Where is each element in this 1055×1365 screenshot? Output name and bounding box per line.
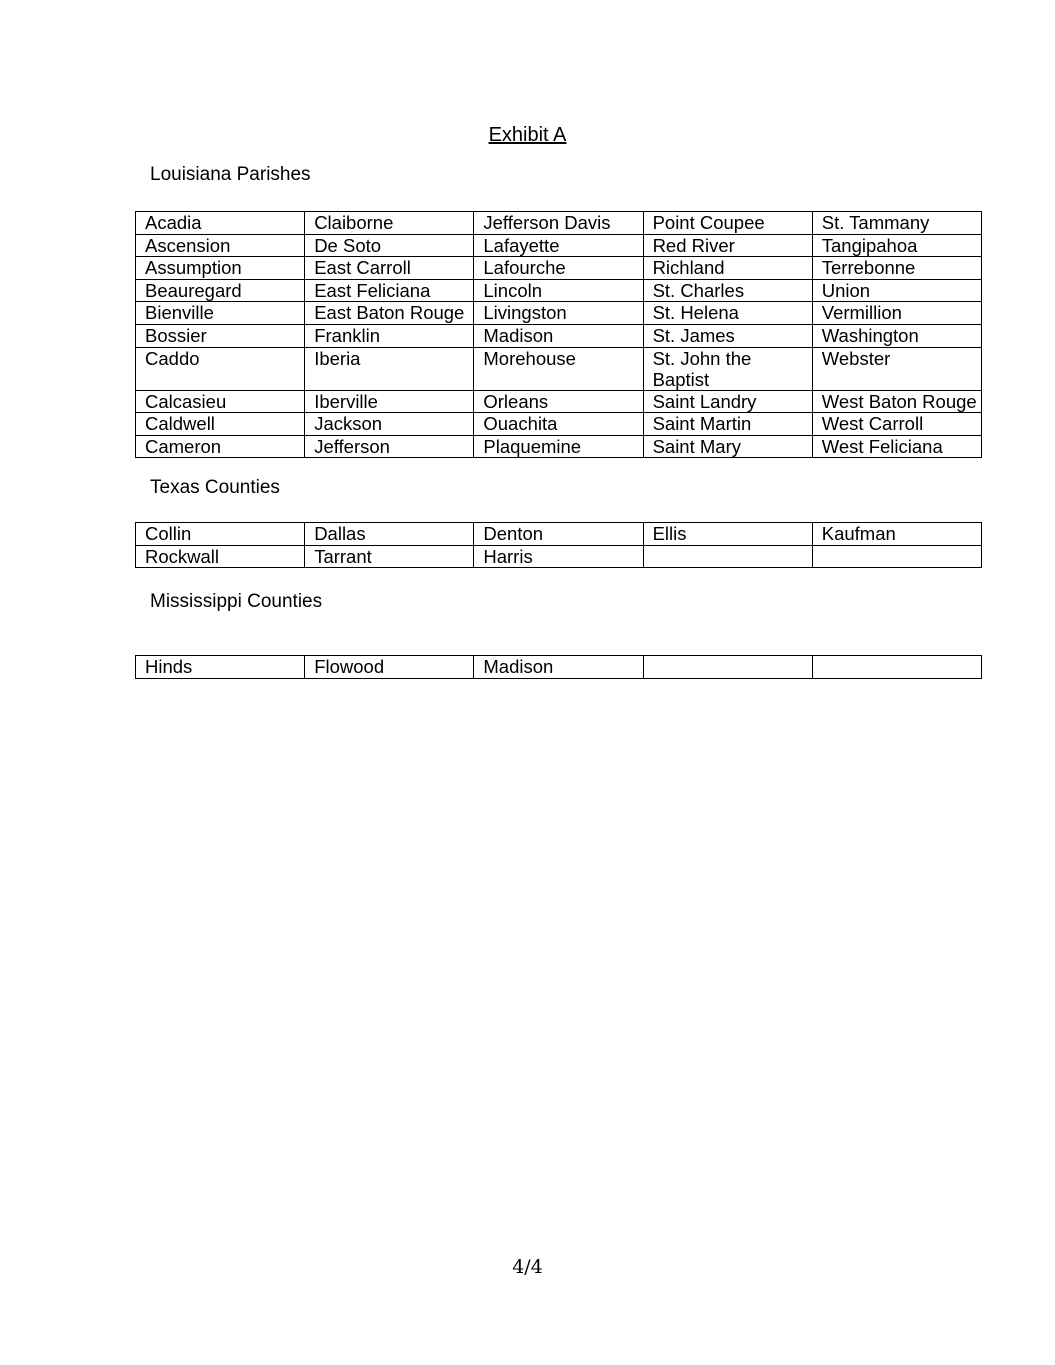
exhibit-title bbox=[0, 124, 1055, 147]
table-cell: Richland bbox=[643, 257, 812, 280]
table-cell: East Baton Rouge bbox=[305, 302, 474, 325]
table-row bbox=[136, 324, 982, 347]
table-cell: Madison bbox=[474, 324, 643, 347]
table-cell: Tangipahoa bbox=[812, 234, 981, 257]
table-cell: Lafayette bbox=[474, 234, 643, 257]
table-cell bbox=[812, 545, 981, 568]
mississippi-counties-heading: Mississippi Counties bbox=[150, 591, 323, 612]
table-cell: Iberia bbox=[305, 347, 474, 390]
table-row bbox=[136, 523, 982, 546]
table-cell: De Soto bbox=[305, 234, 474, 257]
table-cell: West Carroll bbox=[812, 413, 981, 436]
table-cell: Ascension bbox=[136, 234, 305, 257]
table-row bbox=[136, 302, 982, 325]
louisiana-parishes-table bbox=[135, 211, 982, 458]
table-cell: Vermillion bbox=[812, 302, 981, 325]
table-cell: Assumption bbox=[136, 257, 305, 280]
table-cell: Iberville bbox=[305, 390, 474, 413]
table-cell: Lincoln bbox=[474, 279, 643, 302]
page-number: 4/4 bbox=[512, 1256, 543, 1278]
table-cell: Ouachita bbox=[474, 413, 643, 436]
table-row bbox=[136, 347, 982, 390]
table-cell: St. Tammany bbox=[812, 212, 981, 235]
table-cell: Harris bbox=[474, 545, 643, 568]
table-cell: St. James bbox=[643, 324, 812, 347]
table-cell: Hinds bbox=[136, 656, 305, 679]
table-cell: Red River bbox=[643, 234, 812, 257]
table-cell: Orleans bbox=[474, 390, 643, 413]
table-cell: West Baton Rouge bbox=[812, 390, 981, 413]
table-row bbox=[136, 545, 982, 568]
table-cell: Beauregard bbox=[136, 279, 305, 302]
table-row bbox=[136, 234, 982, 257]
table-cell: Caldwell bbox=[136, 413, 305, 436]
table-cell: Saint Landry bbox=[643, 390, 812, 413]
louisiana-parishes-heading: Louisiana Parishes bbox=[150, 164, 311, 185]
exhibit-title-text: Exhibit A bbox=[488, 124, 567, 146]
table-cell: Madison bbox=[474, 656, 643, 679]
table-cell: St. Charles bbox=[643, 279, 812, 302]
table-row bbox=[136, 413, 982, 436]
table-row bbox=[136, 656, 982, 679]
table-cell: Bossier bbox=[136, 324, 305, 347]
table-cell: Plaquemine bbox=[474, 435, 643, 458]
table-cell: Ellis bbox=[643, 523, 812, 546]
table-cell: St. John the Baptist bbox=[643, 347, 812, 390]
table-cell: Jefferson bbox=[305, 435, 474, 458]
table-cell: Jackson bbox=[305, 413, 474, 436]
table-cell: Saint Martin bbox=[643, 413, 812, 436]
table-cell: Bienville bbox=[136, 302, 305, 325]
table-cell: Flowood bbox=[305, 656, 474, 679]
table-row bbox=[136, 435, 982, 458]
table-row bbox=[136, 390, 982, 413]
table-cell: Webster bbox=[812, 347, 981, 390]
table-cell: Saint Mary bbox=[643, 435, 812, 458]
table-cell: Terrebonne bbox=[812, 257, 981, 280]
table-row bbox=[136, 212, 982, 235]
table-cell: East Carroll bbox=[305, 257, 474, 280]
mississippi-counties-table bbox=[135, 655, 982, 679]
table-cell: Calcasieu bbox=[136, 390, 305, 413]
table-cell: Point Coupee bbox=[643, 212, 812, 235]
table-cell: Acadia bbox=[136, 212, 305, 235]
table-cell: Tarrant bbox=[305, 545, 474, 568]
table-cell: East Feliciana bbox=[305, 279, 474, 302]
table-cell: Collin bbox=[136, 523, 305, 546]
table-cell: Jefferson Davis bbox=[474, 212, 643, 235]
table-cell: West Feliciana bbox=[812, 435, 981, 458]
table-cell: Claiborne bbox=[305, 212, 474, 235]
table-cell: Rockwall bbox=[136, 545, 305, 568]
table-cell: Cameron bbox=[136, 435, 305, 458]
table-cell: Denton bbox=[474, 523, 643, 546]
texas-counties-heading: Texas Counties bbox=[150, 477, 280, 498]
table-cell bbox=[812, 656, 981, 679]
table-cell: Washington bbox=[812, 324, 981, 347]
table-cell bbox=[643, 545, 812, 568]
table-cell: Franklin bbox=[305, 324, 474, 347]
table-row bbox=[136, 257, 982, 280]
table-cell: Dallas bbox=[305, 523, 474, 546]
table-cell bbox=[643, 656, 812, 679]
table-cell: Livingston bbox=[474, 302, 643, 325]
table-row bbox=[136, 279, 982, 302]
table-cell: Morehouse bbox=[474, 347, 643, 390]
table-cell: Union bbox=[812, 279, 981, 302]
texas-counties-table bbox=[135, 522, 982, 568]
table-cell: Kaufman bbox=[812, 523, 981, 546]
table-cell: Lafourche bbox=[474, 257, 643, 280]
table-cell: St. Helena bbox=[643, 302, 812, 325]
table-cell: Caddo bbox=[136, 347, 305, 390]
